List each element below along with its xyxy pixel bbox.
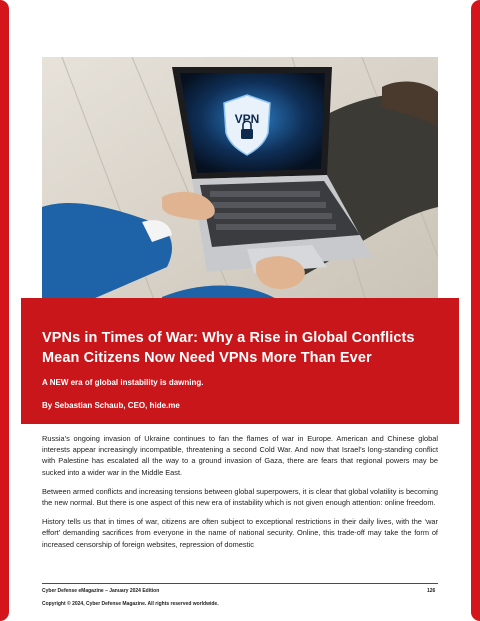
article-subtitle: A NEW era of global instability is dawning. (42, 378, 204, 387)
vpn-screen-label: VPN (234, 112, 260, 126)
paragraph: Between armed conflicts and increasing tensions between global superpowers, it is clear that global volatility is becoming the new normal. But there is one aspect of this new era of instability which is not given enough attention: online freedom. (42, 486, 438, 508)
footer-publication: Cyber Defense eMagazine – January 2024 Edition (42, 588, 160, 594)
article-body (42, 433, 438, 558)
left-edge-bar (0, 0, 9, 621)
right-edge-bar (471, 0, 480, 621)
paragraph: Russia’s ongoing invasion of Ukraine continues to fan the flames of war in Europe. American and Chinese global interests appear increasingly incompatible, threatening a second Cold War. And now that Israel’s long-standing conflict with Palestine has escalated all the way to a ground invasion of Gaza, there are fears that regional powers may be sucked into a wider war in the Middle East. (42, 434, 438, 477)
article-title: VPNs in Times of War: Why a Rise in Global Conflicts Mean Citizens Now Need VPNs More Than Ever (42, 330, 415, 366)
hero-image (42, 57, 438, 321)
title-banner (21, 298, 459, 424)
footer-divider (42, 583, 438, 584)
paragraph: History tells us that in times of war, citizens are often subject to exceptional restrictions in their daily lives, with the ‘war effort’ demanding sacrifices from everyone in the name of national security. Online, this trade-off may take the form of increased censorship of foreign websites, repression of domestic (42, 517, 438, 549)
footer-copyright: Copyright © 2024, Cyber Defense Magazine. All rights reserved worldwide. (42, 601, 219, 607)
article-byline: By Sebastian Schaub, CEO, hide.me (42, 401, 180, 410)
page-number: 126 (427, 588, 436, 594)
